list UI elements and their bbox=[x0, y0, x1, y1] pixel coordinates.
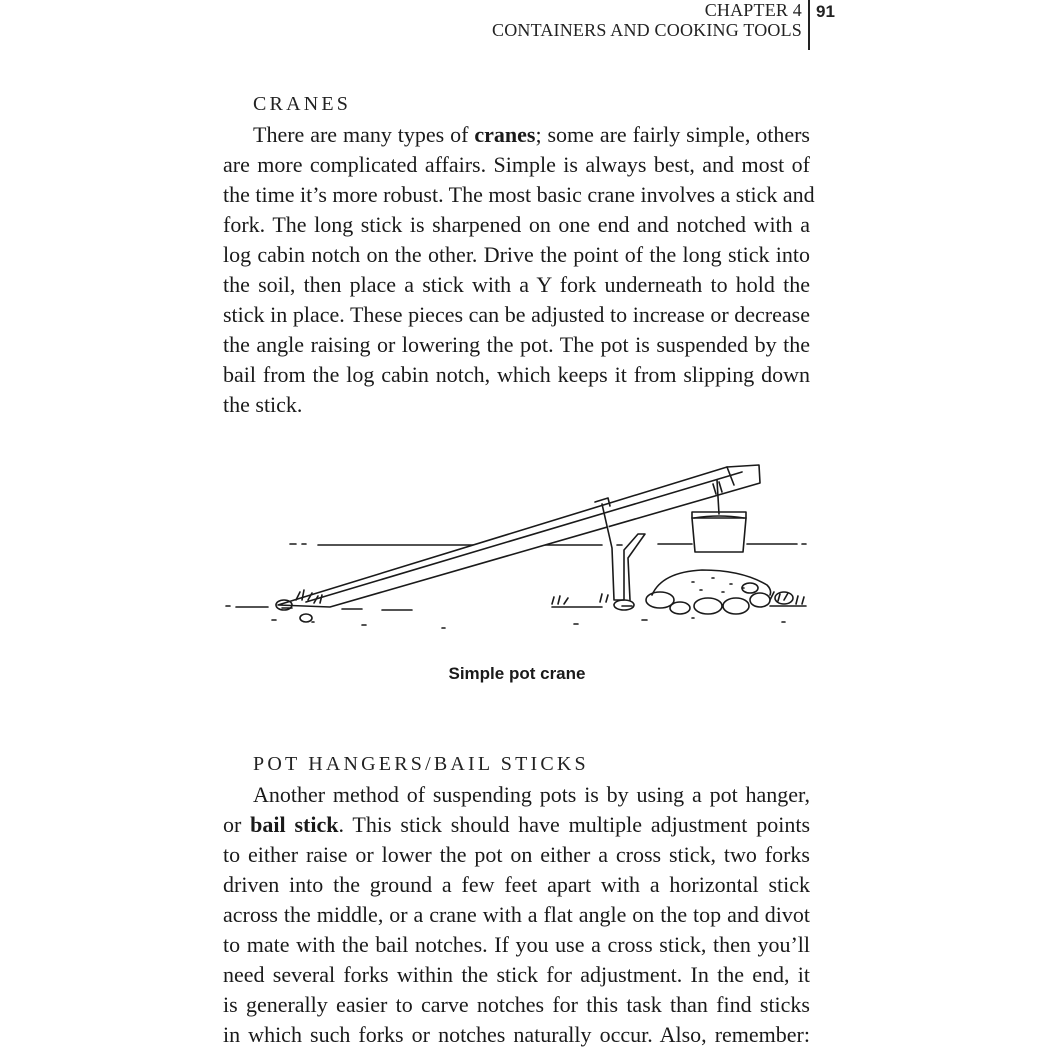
bold-term: cranes bbox=[474, 122, 536, 147]
paragraph-line: to either raise or lower the pot on either a cross stick, two forks bbox=[223, 842, 810, 867]
paragraph-line: the angle raising or lowering the pot. The pot is suspended by the bbox=[223, 332, 810, 357]
pot-hangers-paragraph bbox=[223, 780, 810, 1050]
chapter-title: CONTAINERS AND COOKING TOOLS bbox=[491, 20, 802, 40]
pot-crane-illustration bbox=[222, 460, 812, 640]
paragraph-line: to mate with the bail notches. If you use a cross stick, then you’ll bbox=[223, 932, 810, 957]
paragraph-line: There are many types of cranes; some are fairly simple, others bbox=[253, 122, 810, 147]
section-heading-cranes: CRANES bbox=[253, 93, 352, 115]
paragraph-line: bail from the log cabin notch, which keeps it from slipping down bbox=[223, 362, 810, 387]
paragraph-line: or bail stick. This stick should have multiple adjustment points bbox=[223, 812, 810, 837]
figure-caption: Simple pot crane bbox=[448, 664, 586, 683]
chapter-number: CHAPTER 4 bbox=[704, 0, 802, 20]
paragraph-line: the time it’s more robust. The most basic crane involves a stick and bbox=[223, 182, 815, 207]
paragraph-line: across the middle, or a crane with a flat angle on the top and divot bbox=[223, 902, 810, 927]
paragraph-line: the stick. bbox=[223, 392, 303, 417]
paragraph-line: log cabin notch on the other. Drive the point of the long stick into bbox=[223, 242, 810, 267]
section-heading-pot-hangers: POT HANGERS/BAIL STICKS bbox=[253, 753, 589, 775]
paragraph-line: driven into the ground a few feet apart with a horizontal stick bbox=[223, 872, 810, 897]
running-head-rule bbox=[808, 0, 810, 50]
paragraph-line: is generally easier to carve notches for this task than find sticks bbox=[223, 992, 810, 1017]
paragraph-line: in which such forks or notches naturally occur. Also, remember: bbox=[223, 1022, 810, 1047]
paragraph-line: need several forks within the stick for adjustment. In the end, it bbox=[223, 962, 810, 987]
bold-term: bail stick bbox=[250, 812, 339, 837]
paragraph-line: are more complicated affairs. Simple is always best, and most of bbox=[223, 152, 810, 177]
paragraph-line: stick in place. These pieces can be adjusted to increase or decrease bbox=[223, 302, 810, 327]
paragraph-line: fork. The long stick is sharpened on one end and notched with a bbox=[223, 212, 810, 237]
running-head bbox=[492, 0, 802, 40]
page-number: 91 bbox=[816, 2, 835, 21]
paragraph-line: the soil, then place a stick with a Y fork underneath to hold the bbox=[223, 272, 810, 297]
paragraph-line: Another method of suspending pots is by using a pot hanger, bbox=[253, 782, 810, 807]
cranes-paragraph bbox=[223, 120, 815, 420]
